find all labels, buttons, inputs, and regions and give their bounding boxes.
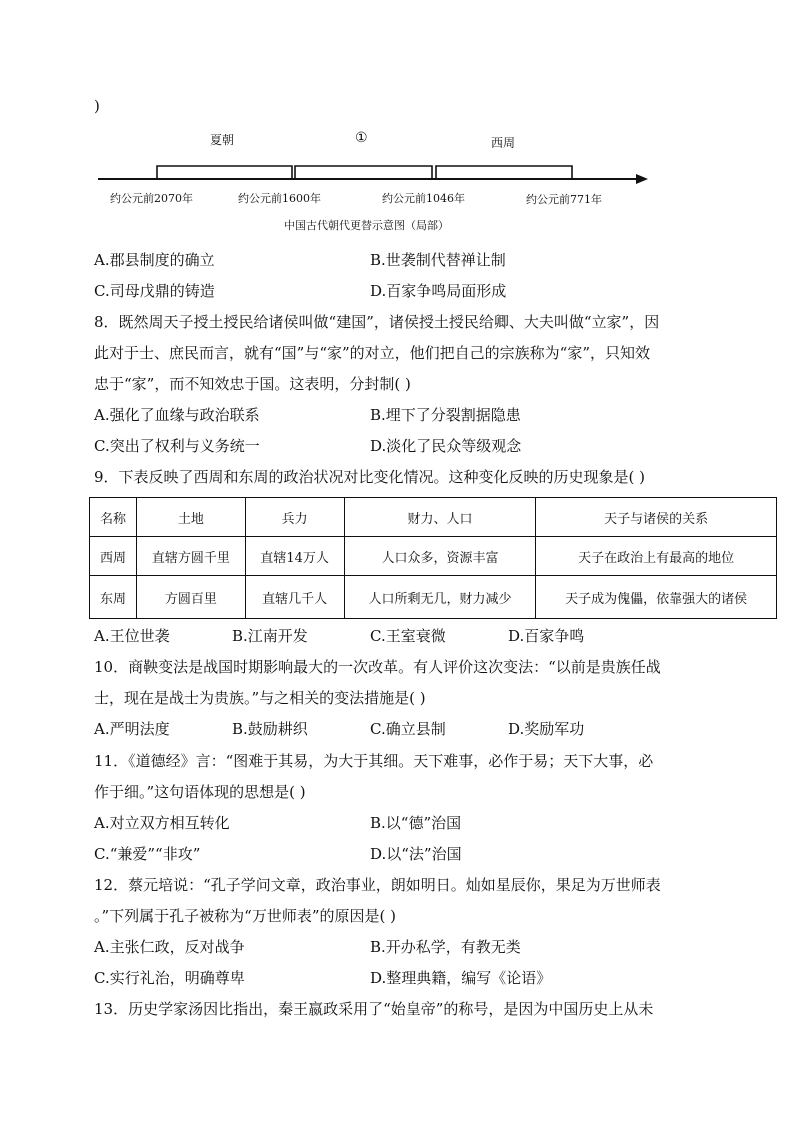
q12-stem-line-2: 。”下列属于孔子被称为“万世师表”的原因是( )	[94, 907, 396, 925]
q8-option-c: C.突出了权利与义务统一	[94, 437, 260, 455]
q11-option-d: D.以“法”治国	[370, 845, 462, 863]
q12-option-d: D.整理典籍，编写《论语》	[370, 969, 552, 987]
table-cell: 东周	[90, 576, 137, 619]
table-cell: 方圆百里	[136, 576, 245, 619]
table-cell: 人口所剩无几，财力减少	[344, 576, 536, 619]
q10-stem-line-2: 士，现在是战士为贵族。”与之相关的变法措施是( )	[94, 689, 426, 707]
table-cell: 天子成为傀儡，依靠强大的诸侯	[536, 576, 777, 619]
q7-option-b: B.世袭制代替禅让制	[370, 251, 506, 269]
bracket-circle-one	[295, 166, 432, 179]
q9-option-d: D.百家争鸣	[508, 627, 585, 645]
timeline-label-xizhou: 西周	[491, 136, 516, 150]
q11-option-c: C.“兼爱”“非攻”	[94, 845, 201, 863]
table-header-row	[90, 498, 777, 537]
q9-stem: 9．下表反映了西周和东周的政治状况对比变化情况。这种变化反映的历史现象是( )	[94, 468, 646, 486]
q13-stem-line-1: 13．历史学家汤因比指出，秦王嬴政采用了“始皇帝”的称号，是因为中国历史上从未	[94, 1000, 654, 1018]
q8-stem-line-1: 8．既然周天子授土授民给诸侯叫做“建国”，诸侯授土授民给卿、大夫叫做“立家”，因	[94, 313, 660, 331]
q9-option-c: C.王室衰微	[370, 627, 446, 645]
timeline-tick-1046: 约公元前1046年	[382, 192, 465, 205]
q12-option-b: B.开办私学，有教无类	[370, 938, 521, 956]
table-header-cell: 名称	[90, 498, 137, 537]
q10-option-c: C.确立县制	[370, 720, 446, 738]
q7-option-c: C.司母戊鼎的铸造	[94, 282, 215, 300]
table-row	[90, 537, 777, 576]
table-cell: 直辖14万人	[245, 537, 344, 576]
timeline-tick-2070: 约公元前2070年	[110, 192, 193, 205]
q12-option-c: C.实行礼治，明确尊卑	[94, 969, 245, 987]
q9-option-a: A.王位世袭	[94, 627, 170, 645]
q11-option-b: B.以“德”治国	[370, 814, 462, 832]
q9-option-b: B.江南开发	[232, 627, 308, 645]
q7-option-a: A.郡县制度的确立	[94, 251, 215, 269]
timeline-tick-1600: 约公元前1600年	[238, 192, 321, 205]
bracket-xia	[157, 166, 292, 179]
table-row	[90, 576, 777, 619]
table-header-cell: 财力、人口	[344, 498, 536, 537]
q10-option-a: A.严明法度	[94, 720, 170, 738]
timeline-label-xia: 夏朝	[210, 133, 235, 147]
q9-comparison-table	[89, 497, 777, 619]
table-cell: 西周	[90, 537, 137, 576]
table-cell: 直辖几千人	[245, 576, 344, 619]
table-cell: 直辖方圆千里	[136, 537, 245, 576]
q10-stem-line-1: 10．商鞅变法是战国时期影响最大的一次改革。有人评价这次变法：“以前是贵族任战	[94, 658, 661, 676]
q8-option-d: D.淡化了民众等级观念	[370, 437, 522, 455]
table-header-cell: 兵力	[245, 498, 344, 537]
paren-close: )	[94, 97, 100, 115]
q12-option-a: A.主张仁政，反对战争	[94, 938, 245, 956]
q11-option-a: A.对立双方相互转化	[94, 814, 230, 832]
timeline-arrow-icon	[636, 174, 648, 184]
q8-option-b: B.埋下了分裂割据隐患	[370, 406, 521, 424]
q11-stem-line-2: 作于细。”这句语体现的思想是( )	[94, 783, 306, 801]
q11-stem-line-1: 11．《道德经》言：“图难于其易，为大于其细。天下难事，必作于易；天下大事，必	[94, 752, 654, 770]
table-cell: 人口众多，资源丰富	[344, 537, 536, 576]
q10-option-d: D.奖励军功	[508, 720, 585, 738]
q7-option-d: D.百家争鸣局面形成	[370, 282, 507, 300]
timeline-label-circle-one: ①	[355, 130, 368, 146]
table-header-cell: 土地	[136, 498, 245, 537]
timeline-tick-771: 约公元前771年	[526, 193, 602, 206]
timeline-caption: 中国古代朝代更替示意图（局部）	[284, 219, 449, 232]
table-cell: 天子在政治上有最高的地位	[536, 537, 777, 576]
q12-stem-line-1: 12．蔡元培说：“孔子学问文章，政治事业，朗如明日。灿如星辰你，果足为万世师表	[94, 876, 661, 894]
q8-stem-line-2: 此对于士、庶民而言，就有“国”与“家”的对立，他们把自己的宗族称为“家”，只知效	[94, 344, 651, 362]
q8-stem-line-3: 忠于“家”，而不知效忠于国。这表明，分封制( )	[94, 375, 411, 393]
table-header-cell: 天子与诸侯的关系	[536, 498, 777, 537]
q8-option-a: A.强化了血缘与政治联系	[94, 406, 260, 424]
bracket-xizhou	[436, 166, 572, 179]
q10-option-b: B.鼓励耕织	[232, 720, 308, 738]
